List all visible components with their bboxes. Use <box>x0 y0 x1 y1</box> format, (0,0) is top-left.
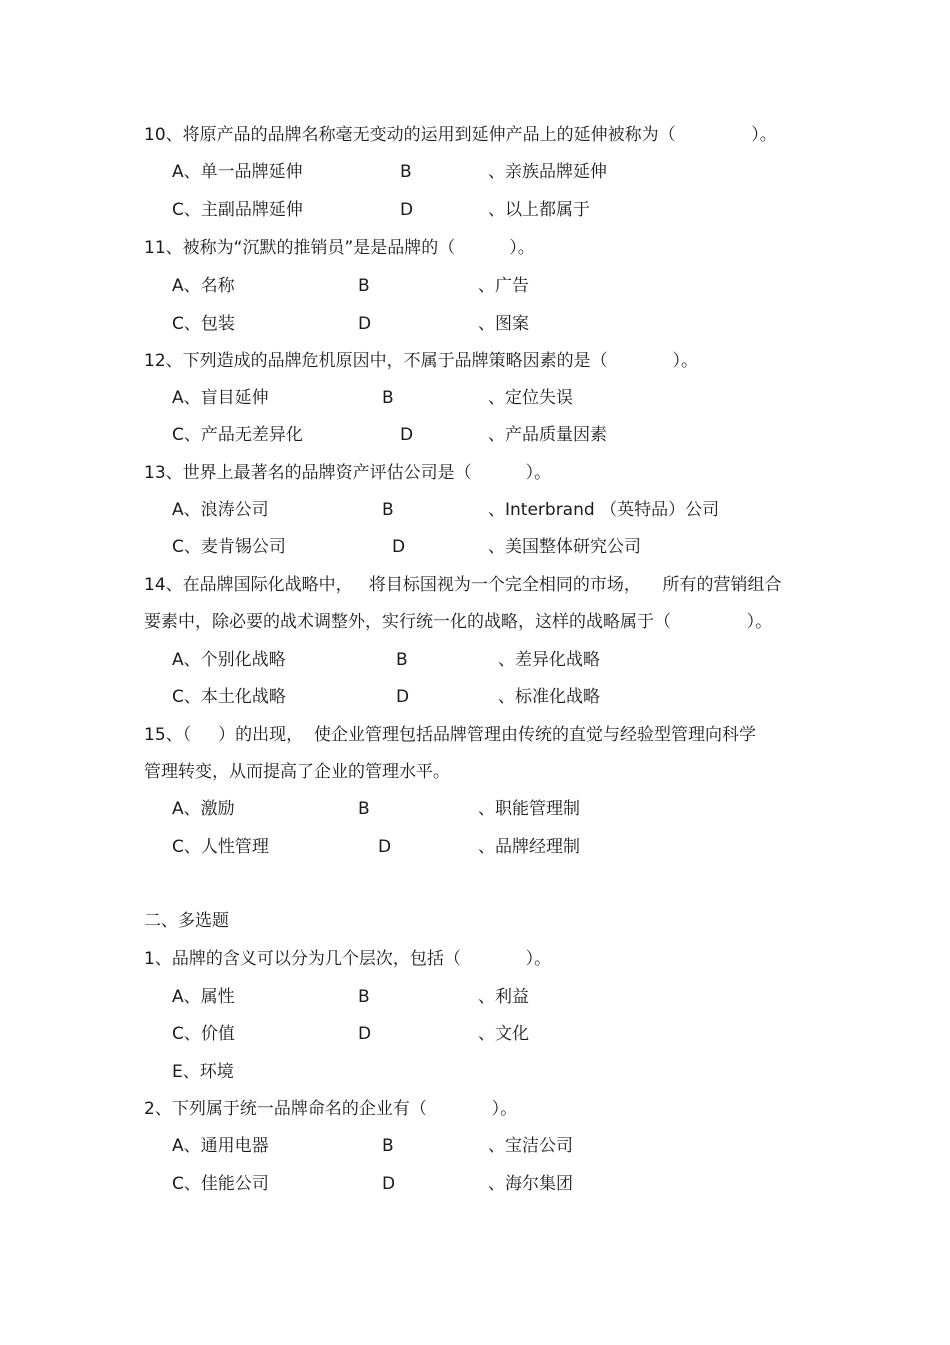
question-11-stem: 11、被称为“沉默的推销员”是是品牌的（ ）。 <box>144 238 535 258</box>
multi-question-1-option-e: E、环境 <box>172 1062 234 1082</box>
question-12-option-a: A、盲目延伸 <box>172 388 269 408</box>
question-13-option-c: C、麦肯锡公司 <box>172 537 286 557</box>
question-12-option-d-letter: D <box>400 425 414 445</box>
question-13-option-b-text: 、Interbrand （英特品）公司 <box>488 500 720 520</box>
question-10-option-c: C、主副品牌延伸 <box>172 200 303 220</box>
multi-question-1-option-c: C、价值 <box>172 1024 235 1044</box>
multi-question-2-stem: 2、下列属于统一品牌命名的企业有（ ）。 <box>144 1099 518 1119</box>
question-15-option-d-letter: D <box>378 837 392 857</box>
multi-question-2-option-c: C、佳能公司 <box>172 1174 269 1194</box>
question-15-option-c: C、人性管理 <box>172 837 269 857</box>
question-15-stem-continued: 管理转变，从而提高了企业的管理水平。 <box>144 762 450 782</box>
question-11-option-d-letter: D <box>358 314 372 334</box>
multi-question-1-option-d-letter: D <box>358 1024 372 1044</box>
question-11-option-d-text: 、图案 <box>478 314 529 334</box>
multi-question-1-option-d-text: 、文化 <box>478 1024 529 1044</box>
question-12-option-c: C、产品无差异化 <box>172 425 303 445</box>
question-10-stem: 10、将原产品的品牌名称毫无变动的运用到延伸产品上的延伸被称为（ ）。 <box>144 125 777 145</box>
question-12-stem: 12、下列造成的品牌危机原因中，不属于品牌策略因素的是（ ）。 <box>144 351 698 371</box>
question-10-option-b-text: 、亲族品牌延伸 <box>488 162 607 182</box>
section-title: 二、多选题 <box>144 911 229 931</box>
question-13-option-b-letter: B <box>382 500 394 520</box>
multi-question-1-option-b-letter: B <box>358 987 370 1007</box>
question-15-option-b-letter: B <box>358 799 370 819</box>
question-15-stem: 15、（ ）的出现， 使企业管理包括品牌管理由传统的直觉与经验型管理向科学 <box>144 725 756 745</box>
question-12-option-d-text: 、产品质量因素 <box>488 425 607 445</box>
question-13-option-d-text: 、美国整体研究公司 <box>488 537 641 557</box>
question-15-option-a: A、激励 <box>172 799 235 819</box>
question-10-option-d-letter: D <box>400 200 414 220</box>
question-10-option-a: A、单一品牌延伸 <box>172 162 303 182</box>
question-14-option-d-letter: D <box>396 687 410 707</box>
multi-question-2-option-d-letter: D <box>382 1174 396 1194</box>
multi-question-2-option-d-text: 、海尔集团 <box>488 1174 573 1194</box>
question-14-option-b-text: 、差异化战略 <box>498 650 600 670</box>
question-11-option-a: A、名称 <box>172 276 235 296</box>
multi-question-1-stem: 1、品牌的含义可以分为几个层次，包括（ ）。 <box>144 949 552 969</box>
question-11-option-c: C、包装 <box>172 314 235 334</box>
question-15-option-d-text: 、品牌经理制 <box>478 837 580 857</box>
question-11-option-b-text: 、广告 <box>478 276 529 296</box>
question-14-option-a: A、个别化战略 <box>172 650 286 670</box>
question-10-option-d-text: 、以上都属于 <box>488 200 590 220</box>
multi-question-2-option-b-letter: B <box>382 1136 394 1156</box>
question-13-option-d-letter: D <box>392 537 406 557</box>
question-14-stem: 14、在品牌国际化战略中， 将目标国视为一个完全相同的市场， 所有的营销组合 <box>144 575 782 595</box>
multi-question-2-option-b-text: 、宝洁公司 <box>488 1136 573 1156</box>
question-10-option-b-letter: B <box>400 162 412 182</box>
multi-question-1-option-a: A、属性 <box>172 987 235 1007</box>
question-15-option-b-text: 、职能管理制 <box>478 799 580 819</box>
question-14-stem-continued: 要素中，除必要的战术调整外，实行统一化的战略，这样的战略属于（ ）。 <box>144 612 773 632</box>
question-14-option-b-letter: B <box>396 650 408 670</box>
question-13-stem: 13、世界上最著名的品牌资产评估公司是（ ）。 <box>144 463 552 483</box>
question-12-option-b-text: 、定位失误 <box>488 388 573 408</box>
question-14-option-d-text: 、标准化战略 <box>498 687 600 707</box>
question-12-option-b-letter: B <box>382 388 394 408</box>
multi-question-2-option-a: A、通用电器 <box>172 1136 269 1156</box>
multi-question-1-option-b-text: 、利益 <box>478 987 529 1007</box>
question-13-option-a: A、浪涛公司 <box>172 500 269 520</box>
question-14-option-c: C、本土化战略 <box>172 687 286 707</box>
question-11-option-b-letter: B <box>358 276 370 296</box>
